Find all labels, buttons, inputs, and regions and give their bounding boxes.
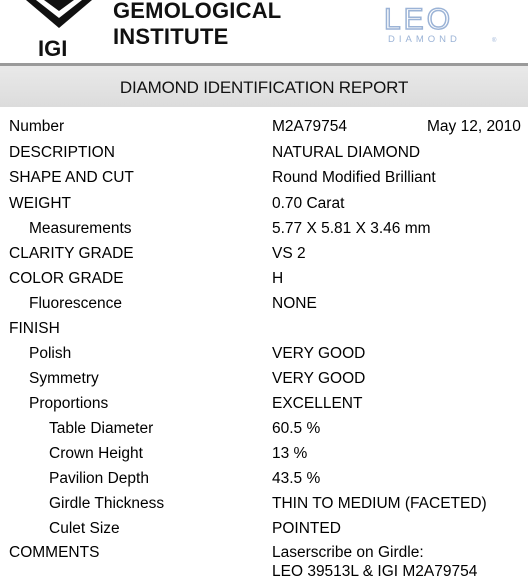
report-header (0, 0, 528, 62)
row-clarity (0, 244, 528, 269)
polish-label: Polish (29, 345, 72, 362)
table-diameter-label: Table Diameter (49, 420, 154, 437)
row-culet (0, 519, 528, 544)
clarity-value: VS 2 (272, 245, 306, 262)
table-diameter-value: 60.5 % (272, 420, 321, 437)
row-measurements (0, 219, 528, 244)
row-shape (0, 168, 528, 193)
color-label: COLOR GRADE (9, 270, 124, 287)
fluorescence-value: NONE (272, 295, 317, 312)
report-title-bar (0, 63, 528, 107)
polish-value: VERY GOOD (272, 345, 366, 362)
proportions-label: Proportions (29, 395, 109, 412)
row-comments (0, 543, 528, 579)
description-value: NATURAL DIAMOND (272, 144, 421, 161)
row-fluorescence (0, 294, 528, 319)
crown-height-value: 13 % (272, 445, 308, 462)
comments-label: COMMENTS (9, 544, 100, 561)
pavilion-depth-label: Pavilion Depth (49, 470, 149, 487)
row-girdle (0, 494, 528, 519)
shape-label: SHAPE AND CUT (9, 169, 134, 186)
report-title: DIAMOND IDENTIFICATION REPORT (119, 78, 409, 97)
comments-value-line1: Laserscribe on Girdle: (272, 544, 424, 561)
institute-name (113, 0, 281, 50)
institute-name-line2: INSTITUTE (113, 24, 229, 49)
svg-text:IGI: IGI (38, 36, 68, 58)
row-finish (0, 319, 528, 344)
clarity-label: CLARITY GRADE (9, 245, 134, 262)
row-polish (0, 344, 528, 369)
row-symmetry (0, 369, 528, 394)
measurements-value: 5.77 X 5.81 X 3.46 mm (272, 220, 431, 237)
measurements-label: Measurements (29, 220, 132, 237)
crown-height-label: Crown Height (49, 445, 143, 462)
weight-value: 0.70 Carat (272, 195, 345, 212)
row-description (0, 143, 528, 168)
comments-value-line2: LEO 39513L & IGI M2A79754 (272, 563, 478, 580)
symmetry-label: Symmetry (29, 370, 99, 387)
svg-text:®: ® (492, 38, 497, 44)
color-value: H (272, 270, 284, 287)
number-value: M2A79754 (272, 118, 347, 135)
culet-label: Culet Size (49, 520, 120, 537)
finish-label: FINISH (9, 320, 60, 337)
weight-label: WEIGHT (9, 195, 71, 212)
igi-logo (24, 0, 94, 58)
row-color (0, 269, 528, 294)
row-pavilion-depth (0, 469, 528, 494)
row-number (0, 117, 528, 142)
girdle-label: Girdle Thickness (49, 495, 165, 512)
report-date: May 12, 2010 (427, 118, 521, 135)
fluorescence-label: Fluorescence (29, 295, 123, 312)
row-proportions (0, 394, 528, 419)
svg-text:DIAMOND: DIAMOND (388, 34, 461, 45)
pavilion-depth-value: 43.5 % (272, 470, 321, 487)
symmetry-value: VERY GOOD (272, 370, 366, 387)
row-weight (0, 194, 528, 219)
row-crown-height (0, 444, 528, 469)
girdle-value: THIN TO MEDIUM (FACETED) (272, 495, 487, 512)
institute-name-line1: GEMOLOGICAL (113, 0, 282, 23)
proportions-value: EXCELLENT (272, 395, 363, 412)
row-table-diameter (0, 419, 528, 444)
shape-value: Round Modified Brilliant (272, 169, 436, 186)
leo-diamond-logo (376, 0, 504, 46)
svg-text:LEO: LEO (384, 3, 454, 36)
description-label: DESCRIPTION (9, 144, 115, 161)
culet-value: POINTED (272, 520, 341, 537)
number-label: Number (9, 118, 65, 135)
